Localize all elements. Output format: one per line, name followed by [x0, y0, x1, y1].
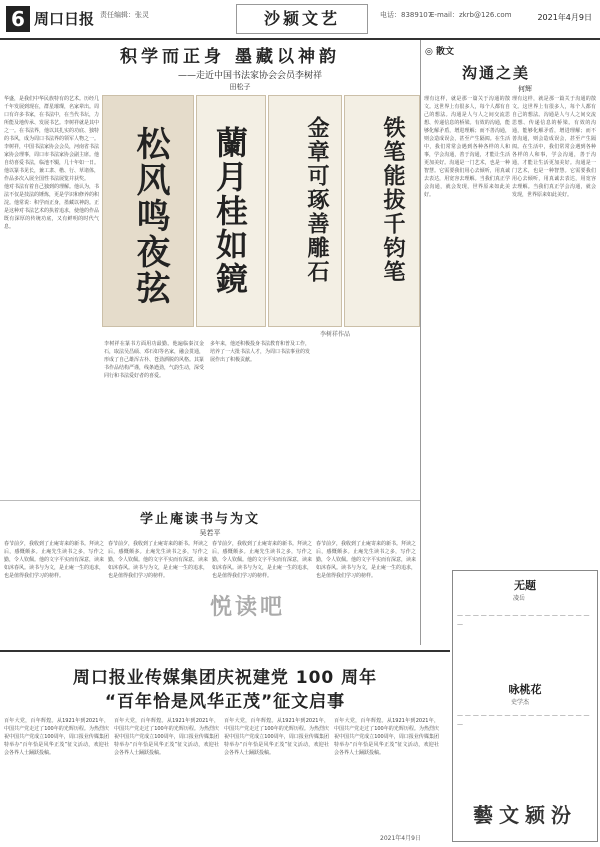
edition-info: 责任编辑：张灵: [100, 11, 149, 19]
poem-body-2: — — — — — — — — — — — — — — — — — —: [457, 712, 590, 728]
column-body-col2: 理有这样，就是那一篇关于沟通的散文。这世界上有很多人，每个人都有自己的想法。沟通是人与人之间交流思想、传递信息的桥梁。有效的沟通，能够化解矛盾，增进理解；而不善沟通，则会造成误会，甚至产生隔阂。在生活中，我们常常会遇到各种各样的人和事，学会沟通，善于沟通，才能让生活更加美好。沟通是一门艺术，也是一种智慧。它需要我们用心去倾听，用真诚去表达，用宽容去理解。当我们真正学会沟通，就会发现，世界原来如此美好。: [512, 96, 596, 198]
calligraphy-work-4: [344, 95, 420, 327]
column-body-col1: 理有这样，就是那一篇关于沟通的散文。这世界上有很多人，每个人都有自己的想法。沟通是人与人之间交流思想、传递信息的桥梁。有效的沟通，能够化解矛盾，增进理解；而不善沟通，则会造成误会，甚至产生隔阂。在生活中，我们常常会遇到各种各样的人和事，学会沟通，善于沟通，才能让生活更加美好。沟通是一门艺术，也是一种智慧。它需要我们用心去倾听，用真诚去表达，用宽容去理解。当我们真正学会沟通，就会发现，世界原来如此美好。: [424, 96, 510, 198]
column-title: 沟通之美: [462, 64, 531, 82]
poems-box: [452, 570, 598, 842]
calligraphy-caption: 李树祥作品: [320, 331, 351, 338]
announcement-title-1: 周口报业传媒集团庆祝建党 100 周年: [72, 668, 378, 688]
announcement-title-2: “百年恰是风华正茂”征文启事: [104, 692, 346, 712]
poem-author-1: 凌岳: [513, 595, 526, 602]
article2-title: 学止庵读书与为文: [140, 512, 261, 527]
poem-author-2: 史学杰: [511, 699, 530, 706]
column-label: ◎ 散文: [425, 47, 454, 57]
newspaper-logo: 周口日报: [34, 10, 95, 28]
column-author: 何辉: [518, 85, 532, 93]
contact-email: E-mail：zkrb@126.com: [430, 11, 512, 19]
article2-body-col2: 春节前夕，我收到了止庵寄来的新书。拜读之后，感慨颇多。止庵先生读书之多，写作之勤，令人钦佩。他的文字平实而有深意，读来如沐春风。读书与为文，是止庵一生的追求，也是值得我们学习的榜样。: [108, 541, 208, 579]
article-body-col1: 华盛，是我们中华民族特有的艺术。历经几千年发展到现在，群星璀璨，名家辈出。周口有许多书家，在书法中，在当代书坛，力所能及地传承、发展书艺。李树祥就是其中之一。在书法界，他以其扎实的功底、独特的书风，成为周口书法界的领军人物之一。 李树祥，中国书法家协会会员，河南省书法家协会理事，周口市书法家协会副主席。他自幼喜爱书法，临池不辍，几十年如一日。他以篆书见长，兼工隶、楷、行、草诸体，作品多次入展全国性书法展览并获奖。 他对书法有着自己独到的理解。他认为，书法不仅是技法的锤炼，更是学识和修养的积淀。他常说：积学而正身，墨藏以神韵。正是这种对书法艺术的执着追求，使他的作品既有深厚的传统功底，又有鲜明的时代气息。: [4, 96, 99, 230]
section-divider: [0, 500, 420, 501]
page-header: [0, 0, 600, 40]
article-body-col2: 李树祥在篆书方面用功最勤。他遍临秦汉金石，取法吴昌硕、邓石如等名家，融会贯通，形成了自己雄浑古朴、苍劲洒脱的风格。其篆书作品结构严谨，线条遒劲，气韵生动，深受同行和书法爱好者的喜爱。: [104, 341, 204, 379]
calligraphy-text-4: 铁笔能拔千钧笔: [380, 116, 406, 284]
announcement-body-col2: 百年大党，百年辉煌。从1921年到2021年，中国共产党走过了100年的光辉历程。为热烈庆祝中国共产党成立100周年，周口报业传媒集团特举办“百年恰是风华正茂”征文活动，欢迎社会各界人士踊跃投稿。: [114, 718, 219, 756]
reading-banner: 悦读吧: [210, 594, 286, 620]
section-title: 沙颍文艺: [236, 4, 368, 34]
issue-date: 2021年4月9日: [537, 13, 592, 22]
article2-body-col3: 春节前夕，我收到了止庵寄来的新书。拜读之后，感慨颇多。止庵先生读书之多，写作之勤，令人钦佩。他的文字平实而有深意，读来如沐春风。读书与为文，是止庵一生的追求，也是值得我们学习的榜样。: [212, 541, 312, 579]
announcement-body-col4: 百年大党，百年辉煌。从1921年到2021年，中国共产党走过了100年的光辉历程。为热烈庆祝中国共产党成立100周年，周口报业传媒集团特举办“百年恰是风华正茂”征文活动，欢迎社会各界人士踊跃投稿。: [334, 718, 439, 756]
article-author: 田松子: [229, 83, 251, 91]
supplement-logo: 藝文颍汾: [473, 803, 577, 827]
article-subtitle: ——走近中国书法家协会会员李树祥: [177, 71, 322, 81]
poem-title-2: 咏桃花: [508, 683, 542, 696]
calligraphy-work-3: [268, 95, 342, 327]
contact-phone: 电话：8389107: [380, 11, 433, 19]
article2-body-col1: 春节前夕，我收到了止庵寄来的新书。拜读之后，感慨颇多。止庵先生读书之多，写作之勤，令人钦佩。他的文字平实而有深意，读来如沐春风。读书与为文，是止庵一生的追求，也是值得我们学习的榜样。: [4, 541, 104, 579]
article-title: 积学而正身 墨藏以神韵: [120, 47, 340, 67]
announcement-body-col3: 百年大党，百年辉煌。从1921年到2021年，中国共产党走过了100年的光辉历程。为热烈庆祝中国共产党成立100周年，周口报业传媒集团特举办“百年恰是风华正茂”征文活动，欢迎社会各界人士踊跃投稿。: [224, 718, 329, 756]
article-body-col3: 多年来，他还积极投身书法教育和普及工作，培养了一大批书法人才，为周口书法事业的发展作出了积极贡献。: [210, 341, 310, 363]
calligraphy-work-2: [196, 95, 266, 327]
calligraphy-text-1: 松风鸣夜弦: [130, 126, 170, 306]
article2-author: 吴若平: [199, 529, 221, 537]
announcement-body-col1: 百年大党，百年辉煌。从1921年到2021年，中国共产党走过了100年的光辉历程。为热烈庆祝中国共产党成立100周年，周口报业传媒集团特举办“百年恰是风华正茂”征文活动，欢迎社会各界人士踊跃投稿。: [4, 718, 109, 756]
calligraphy-text-3: 金章可琢善雕石: [304, 116, 330, 284]
announcement: [0, 655, 450, 847]
article2-body-col4: 春节前夕，我收到了止庵寄来的新书。拜读之后，感慨颇多。止庵先生读书之多，写作之勤，令人钦佩。他的文字平实而有深意，读来如沐春风。读书与为文，是止庵一生的追求，也是值得我们学习的榜样。: [316, 541, 416, 579]
announcement-divider: [0, 650, 450, 652]
calligraphy-work-1: [102, 95, 194, 327]
poem-body-1: — — — — — — — — — — — — — — — — — —: [457, 612, 590, 628]
calligraphy-text-2: 蘭月桂如鏡: [211, 126, 249, 296]
page-number: 6: [6, 6, 30, 32]
column-divider: [420, 40, 421, 645]
poem-title-1: 无题: [514, 579, 536, 592]
announcement-date: 2021年4月9日: [380, 835, 421, 842]
